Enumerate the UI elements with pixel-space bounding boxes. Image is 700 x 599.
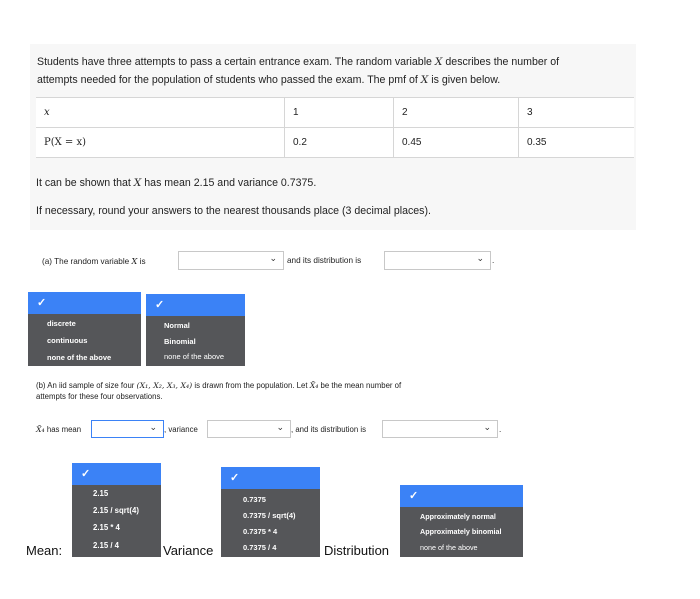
mean-variance-note: It can be shown that X has mean 2.15 and variance 0.7375.	[36, 177, 317, 189]
distribution-caption: Distribution	[324, 543, 390, 558]
mean-caption: Mean:	[26, 543, 63, 558]
option-none[interactable]: none of the above	[420, 543, 478, 552]
part-a-end: .	[492, 256, 495, 265]
selected-option-highlight[interactable]	[400, 485, 523, 507]
x-header: x	[36, 98, 285, 128]
check-icon: ✓	[81, 468, 91, 480]
option-normal[interactable]: Normal	[164, 321, 190, 330]
mean-dropdown-menu[interactable]	[72, 463, 161, 557]
option-continuous[interactable]: continuous	[47, 336, 88, 345]
option-discrete[interactable]: discrete	[47, 319, 76, 328]
table-row	[36, 128, 634, 158]
variance-label: , variance	[164, 425, 198, 434]
type-select[interactable]	[178, 251, 284, 270]
option-mean-1[interactable]: 2.15	[93, 489, 109, 498]
option-variance-3[interactable]: 0.7375 * 4	[243, 527, 278, 536]
variance-caption: Variance	[163, 543, 214, 558]
check-icon: ✓	[155, 299, 165, 311]
pmf-table	[36, 97, 634, 158]
check-icon: ✓	[409, 490, 419, 502]
option-variance-1[interactable]: 0.7375	[243, 495, 266, 504]
selected-option-highlight[interactable]	[72, 463, 161, 485]
option-mean-4[interactable]: 2.15 / 4	[93, 541, 120, 550]
option-mean-2[interactable]: 2.15 / sqrt(4)	[93, 506, 139, 515]
option-none[interactable]: none of the above	[47, 353, 112, 362]
check-icon: ✓	[37, 297, 47, 309]
table-row	[36, 98, 634, 128]
p-value-3: 0.35	[519, 128, 635, 158]
part-a-prompt: (a) The random variable X is	[42, 256, 146, 266]
part-b-end: .	[499, 425, 502, 434]
and-distribution-label: , and its distribution is	[291, 425, 366, 434]
chevron-down-icon: ⌄	[276, 422, 284, 432]
distribution-dropdown-menu-b[interactable]	[400, 485, 523, 557]
chevron-down-icon: ⌄	[476, 253, 484, 263]
p-value-1: 0.2	[285, 128, 394, 158]
option-variance-4[interactable]: 0.7375 / 4	[243, 543, 277, 552]
distribution-select-b[interactable]	[382, 420, 498, 438]
selected-option-highlight[interactable]	[146, 294, 245, 316]
variance-select[interactable]	[207, 420, 291, 438]
x-value-1: 1	[285, 98, 394, 128]
distribution-select-a[interactable]	[384, 251, 491, 270]
problem-intro: Students have three attempts to pass a certain entrance exam. The random variable X describes the number of attempts needed for the population of students who passed the exam. The pmf of X is given below.	[37, 56, 560, 86]
selected-option-highlight[interactable]	[221, 467, 320, 489]
option-binomial[interactable]: Binomial	[164, 337, 196, 346]
option-approx-binomial[interactable]: Approximately binomial	[420, 527, 502, 536]
check-icon: ✓	[230, 472, 240, 484]
prob-header: P(X = x)	[36, 128, 285, 158]
option-none[interactable]: none of the above	[164, 352, 225, 361]
option-approx-normal[interactable]: Approximately normal	[420, 512, 496, 521]
selected-option-highlight[interactable]	[28, 292, 141, 314]
x-value-3: 3	[519, 98, 635, 128]
part-a-middle: and its distribution is	[287, 256, 362, 265]
xbar-has-mean-label: X̄₄ has mean	[36, 425, 82, 434]
variance-dropdown-menu[interactable]	[221, 467, 320, 557]
type-dropdown-menu[interactable]	[28, 292, 141, 366]
x-value-2: 2	[394, 98, 519, 128]
rounding-note: If necessary, round your answers to the nearest thousands place (3 decimal places).	[36, 205, 431, 217]
option-mean-3[interactable]: 2.15 * 4	[93, 523, 120, 532]
part-b-prompt: (b) An iid sample of size four (X₁, X₂, X₃, X₄) is drawn from the population. Let X̄₄ be the mean number of attempts for these four observations.	[36, 381, 402, 401]
chevron-down-icon: ⌄	[149, 422, 157, 432]
chevron-down-icon: ⌄	[483, 422, 491, 432]
p-value-2: 0.45	[394, 128, 519, 158]
option-variance-2[interactable]: 0.7375 / sqrt(4)	[243, 511, 296, 520]
distribution-dropdown-menu-a[interactable]	[146, 294, 245, 366]
chevron-down-icon: ⌄	[269, 253, 277, 263]
mean-select[interactable]	[91, 420, 164, 438]
